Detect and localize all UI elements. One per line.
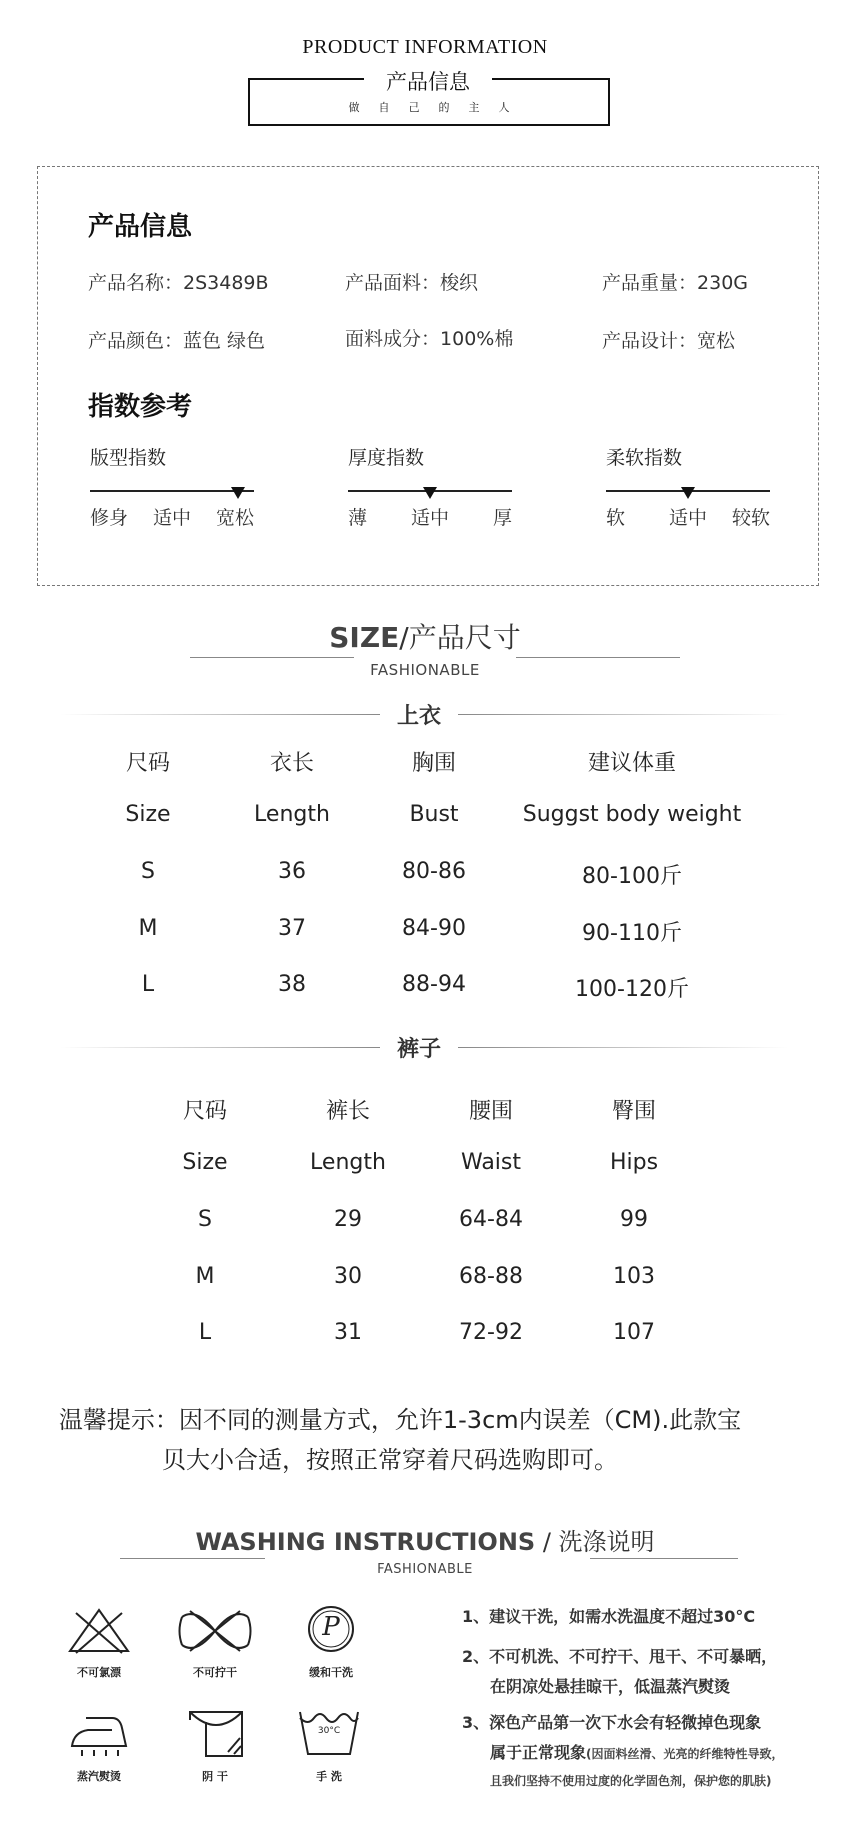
pants-cell-r3-c3: 103 [613, 1264, 655, 1289]
pants-cell-r2-c3: 99 [620, 1207, 648, 1232]
steam-iron-icon [68, 1710, 128, 1758]
scale-tick-0-2: 宽松 [215, 507, 254, 529]
pants-cell-r0-c3: 臀围 [611, 1099, 656, 1124]
top-section-label: 上衣 [396, 704, 441, 729]
top-cell-r1-c1: Length [254, 802, 330, 827]
shade-dry-caption: 阴 干 [202, 1770, 228, 1783]
pants-cell-r4-c2: 72-92 [459, 1320, 523, 1345]
info-design: 产品设计：宽松 [602, 330, 736, 352]
pants-cell-r0-c2: 腰围 [468, 1099, 513, 1124]
dry-clean-letter: P [322, 1612, 340, 1642]
top-cell-r1-c2: Bust [409, 802, 459, 827]
instruction-1: 1、建议干洗，如需水洗温度不超过30°C [462, 1607, 756, 1626]
scale-marker-1 [423, 487, 437, 499]
pants-cell-r4-c1: 31 [334, 1320, 362, 1345]
size-title-line-right [516, 657, 680, 658]
top-cell-r4-c2: 88-94 [402, 972, 466, 997]
scale-marker-2 [681, 487, 695, 499]
header-subtitle: 做自己的主人 [348, 101, 529, 114]
pants-cell-r1-c3: Hips [609, 1150, 659, 1175]
header-frame-top-right [492, 78, 610, 80]
scale-tick-1-2: 厚 [492, 507, 512, 529]
top-cell-r0-c1: 衣长 [269, 751, 314, 776]
pants-section-label: 裤子 [396, 1037, 441, 1062]
top-cell-r1-c0: Size [125, 802, 171, 827]
pants-cell-r3-c2: 68-88 [459, 1264, 523, 1289]
pants-divider-right [458, 1047, 788, 1048]
hand-wash-caption: 手 洗 [316, 1770, 342, 1783]
top-divider-right [458, 714, 788, 715]
no-bleach-caption: 不可氯漂 [77, 1666, 121, 1679]
size-title-line-left [190, 657, 354, 658]
pants-cell-r2-c0: S [198, 1207, 212, 1232]
top-cell-r4-c1: 38 [278, 972, 306, 997]
pants-cell-r0-c1: 裤长 [325, 1099, 370, 1124]
pants-cell-r4-c3: 107 [613, 1320, 655, 1345]
scale-tick-1-1: 适中 [410, 507, 449, 529]
scale-tick-0-0: 修身 [90, 507, 129, 529]
wash-line-left [120, 1558, 265, 1559]
top-cell-r2-c1: 36 [278, 859, 306, 884]
pants-cell-r2-c1: 29 [334, 1207, 362, 1232]
scale-tick-1-0: 薄 [348, 507, 368, 529]
washing-title: WASHING INSTRUCTIONS / 洗涤说明 [195, 1528, 655, 1556]
pants-cell-r2-c2: 64-84 [459, 1207, 523, 1232]
top-cell-r3-c1: 37 [278, 916, 306, 941]
scale-label-2: 柔软指数 [606, 447, 683, 469]
instruction-3: 3、深色产品第一次下水会有轻微掉色现象 [462, 1713, 762, 1732]
no-wring-icon [176, 1607, 254, 1655]
hand-wash-temp: 30°C [317, 1726, 341, 1736]
info-color: 产品颜色：蓝色 绿色 [88, 330, 266, 352]
scale-label-0: 版型指数 [90, 447, 167, 469]
shade-dry-icon [186, 1708, 246, 1758]
info-title: 产品信息 [88, 212, 193, 242]
info-name: 产品名称：2S3489B [88, 272, 269, 294]
header-frame-top-left [248, 78, 364, 80]
no-wring-caption: 不可拧干 [193, 1666, 237, 1679]
pants-cell-r1-c1: Length [310, 1150, 386, 1175]
size-notice [0, 1400, 850, 1480]
top-cell-r0-c2: 胸围 [411, 751, 456, 776]
index-title: 指数参考 [88, 392, 193, 422]
info-composition: 面料成分：100%棉 [345, 328, 514, 350]
pants-cell-r3-c0: M [195, 1264, 215, 1289]
instruction-2: 2、不可机洗、不可拧干、甩干、不可暴晒， [462, 1647, 778, 1666]
scale-line-0 [90, 490, 254, 492]
product-information-title-en: PRODUCT INFORMATION [302, 36, 548, 58]
top-cell-r0-c3: 建议体重 [587, 751, 676, 776]
size-title: SIZE/产品尺寸 [329, 621, 521, 654]
scale-tick-2-0: 软 [606, 507, 626, 529]
info-fabric: 产品面料：梭织 [345, 272, 479, 294]
no-bleach-icon [66, 1607, 132, 1655]
scale-tick-0-1: 适中 [152, 507, 191, 529]
top-cell-r3-c3: 90-110斤 [582, 921, 682, 946]
top-divider-left [60, 714, 380, 715]
top-cell-r3-c2: 84-90 [402, 916, 466, 941]
gentle-dry-clean-caption: 缓和干洗 [309, 1666, 353, 1679]
pants-cell-r1-c2: Waist [460, 1150, 522, 1175]
steam-iron-caption: 蒸汽熨烫 [77, 1770, 121, 1783]
top-cell-r3-c0: M [138, 916, 158, 941]
top-cell-r2-c0: S [141, 859, 155, 884]
instruction-3-line3: 且我们坚持不使用过度的化学固色剂，保护您的肌肤) [490, 1774, 772, 1788]
pants-cell-r4-c0: L [198, 1320, 212, 1345]
notice-line-2: 贝大小合适，按照正常穿着尺码选购即可。 [162, 1446, 618, 1474]
top-cell-r2-c2: 80-86 [402, 859, 466, 884]
top-cell-r0-c0: 尺码 [125, 751, 170, 776]
top-cell-r1-c3: Suggst body weight [522, 802, 742, 827]
pants-divider-left [60, 1047, 380, 1048]
top-cell-r4-c0: L [141, 972, 155, 997]
wash-line-right [590, 1558, 738, 1559]
scale-tick-2-2: 较软 [731, 507, 770, 529]
size-fashionable: FASHIONABLE [370, 661, 480, 679]
notice-line-1: 温馨提示：因不同的测量方式，允许1-3cm内误差（CM).此款宝 [58, 1406, 742, 1434]
scale-tick-2-1: 适中 [668, 507, 707, 529]
info-weight: 产品重量：230G [602, 272, 749, 294]
top-cell-r2-c3: 80-100斤 [582, 864, 682, 889]
scale-label-1: 厚度指数 [348, 447, 425, 469]
pants-cell-r1-c0: Size [182, 1150, 228, 1175]
instruction-3-line2: 属于正常现象(因面料丝滑、光亮的纤维特性导致， [490, 1743, 784, 1762]
wash-fashionable: FASHIONABLE [377, 1562, 473, 1577]
scale-marker-0 [231, 487, 245, 499]
product-information-title-cn: 产品信息 [386, 70, 470, 94]
pants-cell-r3-c1: 30 [334, 1264, 362, 1289]
pants-cell-r0-c0: 尺码 [182, 1099, 227, 1124]
top-cell-r4-c3: 100-120斤 [575, 977, 689, 1002]
instruction-2-line2: 在阴凉处悬挂晾干，低温蒸汽熨烫 [490, 1677, 731, 1696]
